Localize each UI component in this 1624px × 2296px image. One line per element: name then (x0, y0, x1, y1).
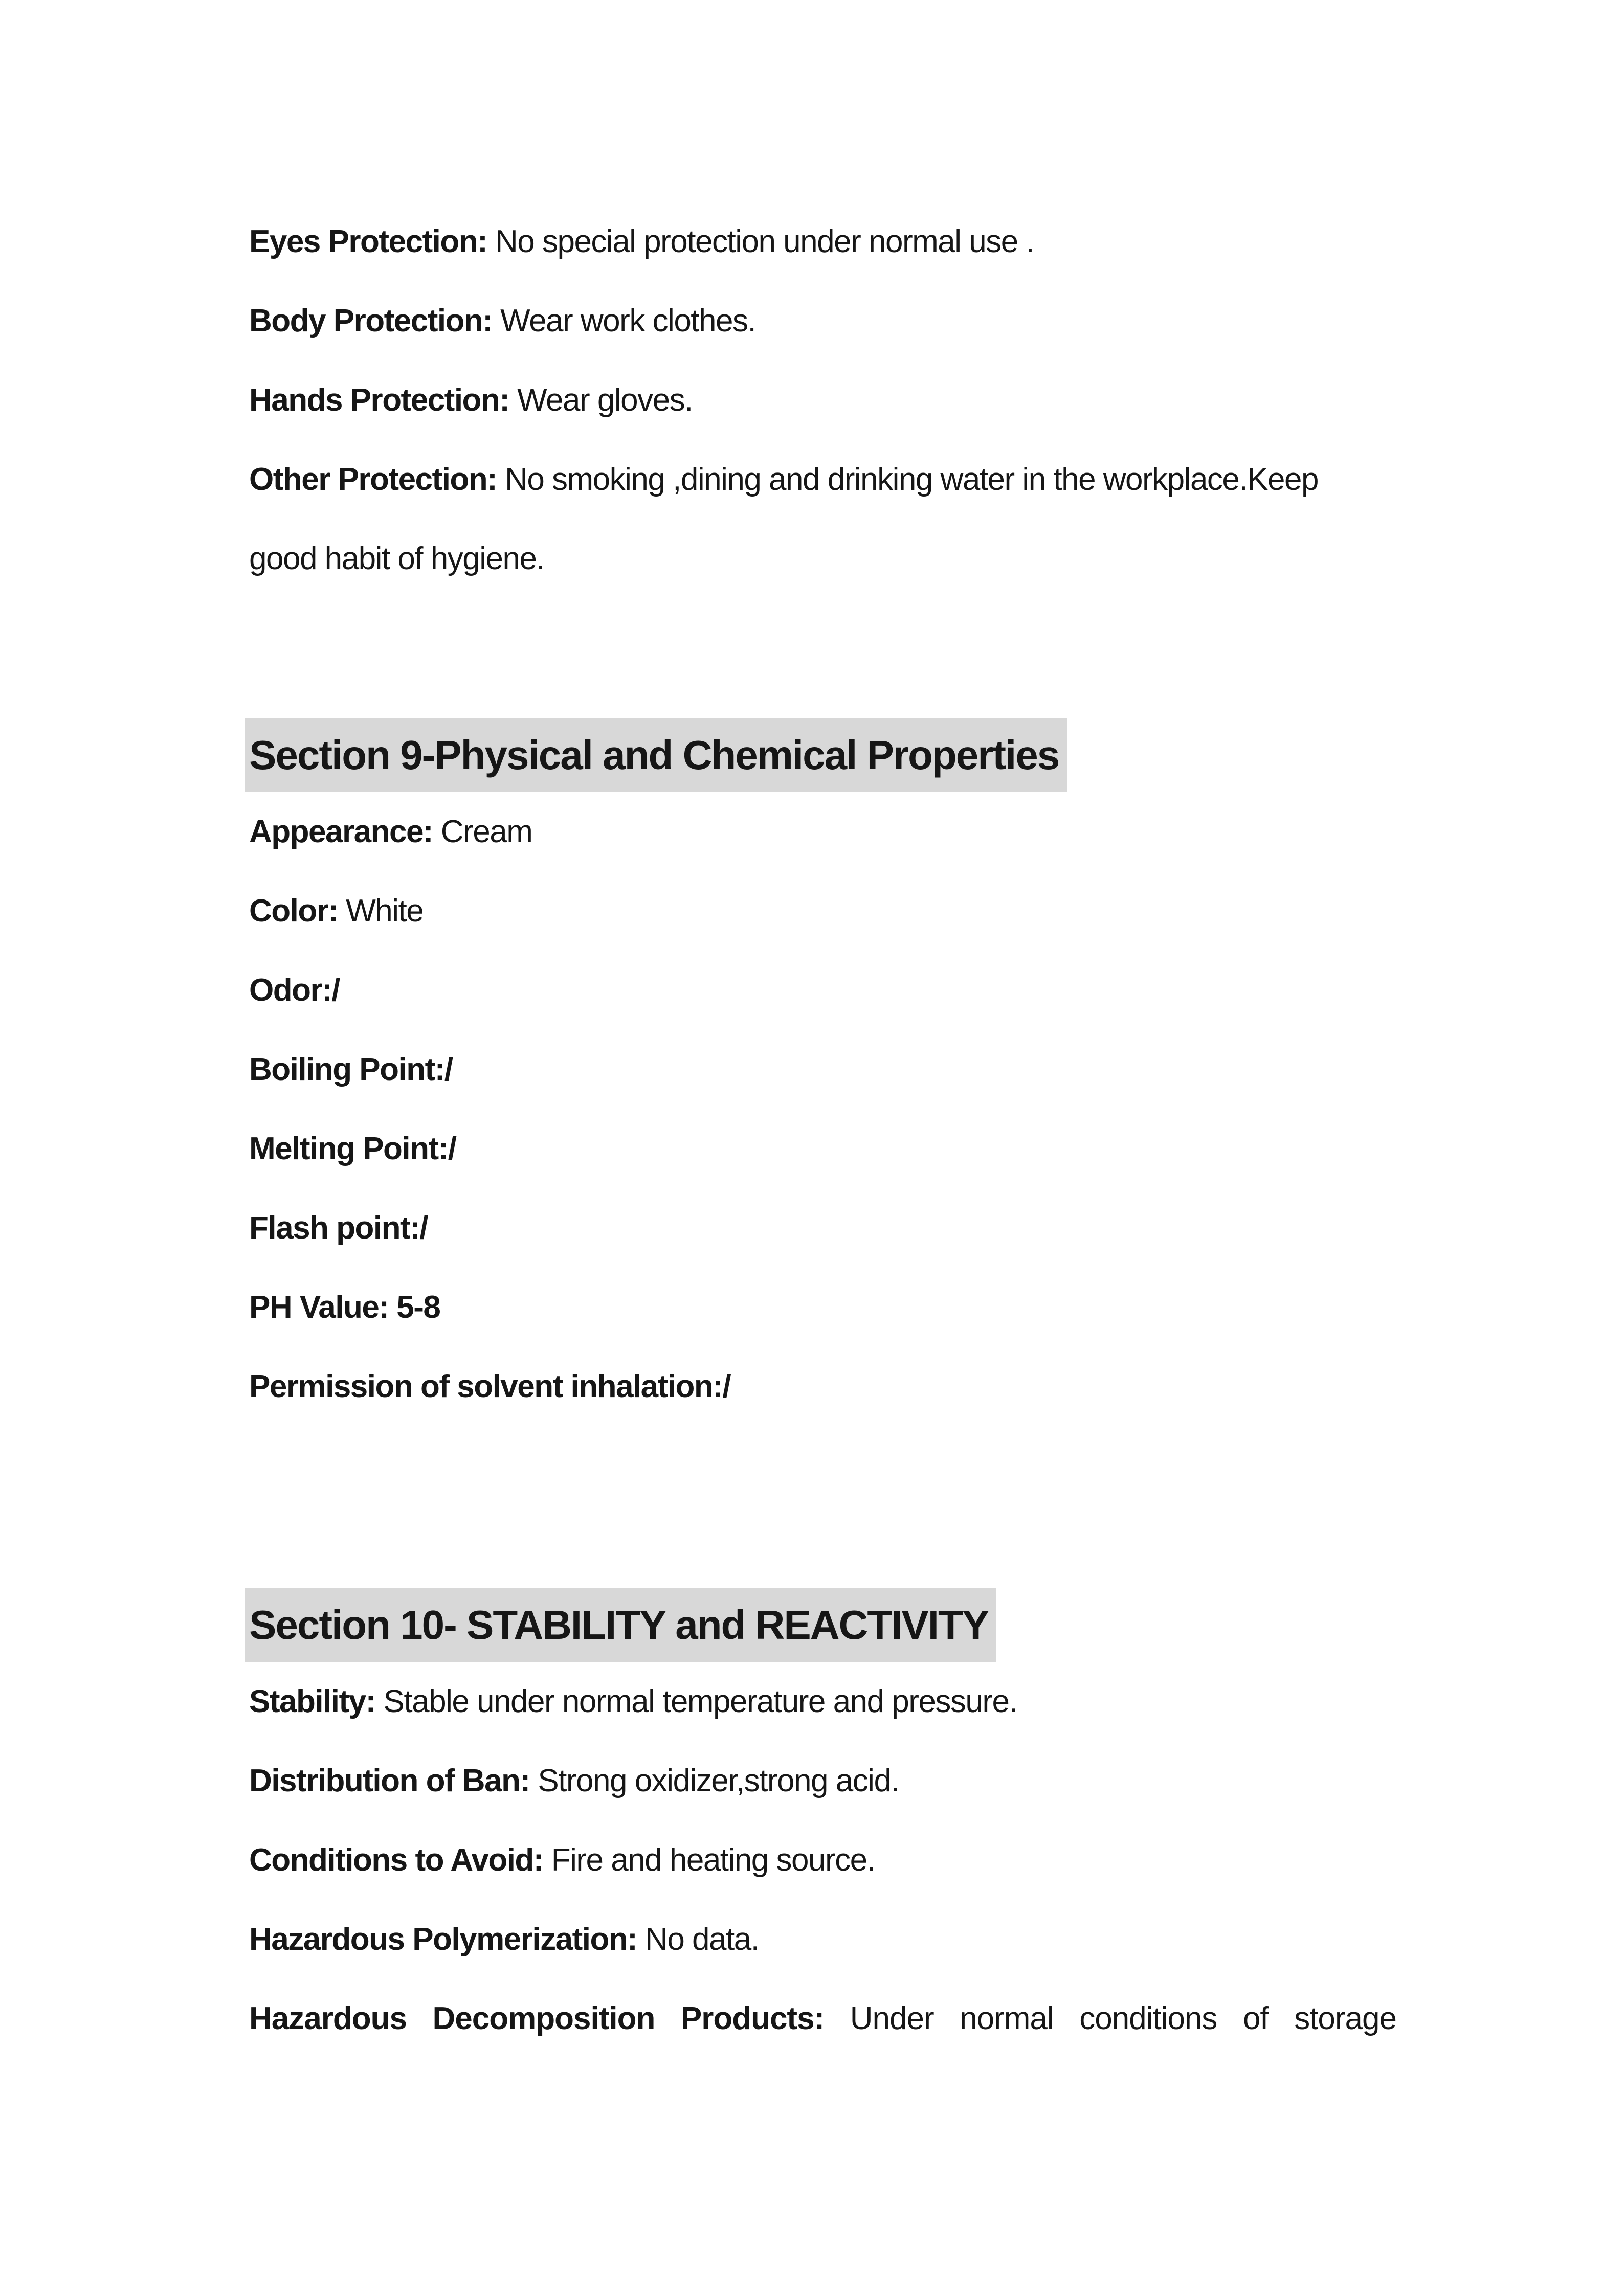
s9-line-flash-point (249, 1188, 1404, 1268)
section-10-heading (249, 1588, 1404, 1662)
s10-line-hazardous-polymerization (249, 1900, 1404, 1979)
protection-line-eyes (249, 202, 1404, 281)
hazardous-decomposition-label: Hazardous Decomposition Products: (249, 2001, 825, 2036)
solvent-inhalation-label: Permission of solvent inhalation:/ (249, 1369, 731, 1404)
stability-label: Stability: (249, 1684, 375, 1719)
distribution-of-ban-value: Strong oxidizer,strong acid. (529, 1763, 899, 1798)
hands-protection-value: Wear gloves. (509, 382, 693, 418)
protection-line-other-continued (249, 519, 1404, 598)
conditions-to-avoid-label: Conditions to Avoid: (249, 1842, 543, 1878)
hands-protection-label: Hands Protection: (249, 382, 509, 418)
s9-line-solvent-inhalation (249, 1347, 1404, 1426)
s10-line-conditions-to-avoid (249, 1820, 1404, 1900)
hazardous-polymerization-value: No data. (637, 1922, 759, 1957)
section-9-heading (249, 718, 1404, 792)
protection-line-other (249, 440, 1404, 519)
section-10-title: Section 10- STABILITY and REACTIVITY (245, 1588, 996, 1662)
color-value: White (338, 893, 424, 929)
s10-line-stability (249, 1662, 1404, 1741)
s10-line-distribution-of-ban (249, 1741, 1404, 1820)
other-protection-label: Other Protection: (249, 462, 497, 497)
s9-line-boiling-point (249, 1030, 1404, 1109)
conditions-to-avoid-value: Fire and heating source. (543, 1842, 875, 1878)
flash-point-label: Flash point:/ (249, 1210, 428, 1246)
other-protection-value-continued: good habit of hygiene. (249, 541, 545, 576)
s9-line-melting-point (249, 1109, 1404, 1188)
body-protection-label: Body Protection: (249, 303, 493, 339)
s9-line-odor (249, 951, 1404, 1030)
appearance-label: Appearance: (249, 814, 433, 849)
appearance-value: Cream (433, 814, 532, 849)
other-protection-value: No smoking ,dining and drinking water in the workplace.Keep (497, 462, 1318, 497)
body-protection-value: Wear work clothes. (492, 303, 756, 339)
s9-line-color (249, 871, 1404, 951)
s9-line-appearance (249, 792, 1404, 871)
distribution-of-ban-label: Distribution of Ban: (249, 1763, 530, 1798)
melting-point-label: Melting Point:/ (249, 1131, 456, 1166)
s10-line-hazardous-decomposition (249, 1979, 1396, 2058)
protection-line-hands (249, 361, 1404, 440)
hazardous-decomposition-value: Under normal conditions of storage (824, 2001, 1396, 2036)
eyes-protection-label: Eyes Protection: (249, 224, 487, 259)
stability-value: Stable under normal temperature and pressure. (375, 1684, 1017, 1719)
protection-line-body (249, 281, 1404, 361)
ph-value-label: PH Value: 5-8 (249, 1290, 440, 1325)
section-9-title: Section 9-Physical and Chemical Properties (245, 718, 1067, 792)
boiling-point-label: Boiling Point:/ (249, 1052, 453, 1087)
s9-line-ph-value (249, 1268, 1404, 1347)
color-label: Color: (249, 893, 338, 929)
odor-label: Odor:/ (249, 973, 340, 1008)
hazardous-polymerization-label: Hazardous Polymerization: (249, 1922, 637, 1957)
eyes-protection-value: No special protection under normal use . (487, 224, 1034, 259)
